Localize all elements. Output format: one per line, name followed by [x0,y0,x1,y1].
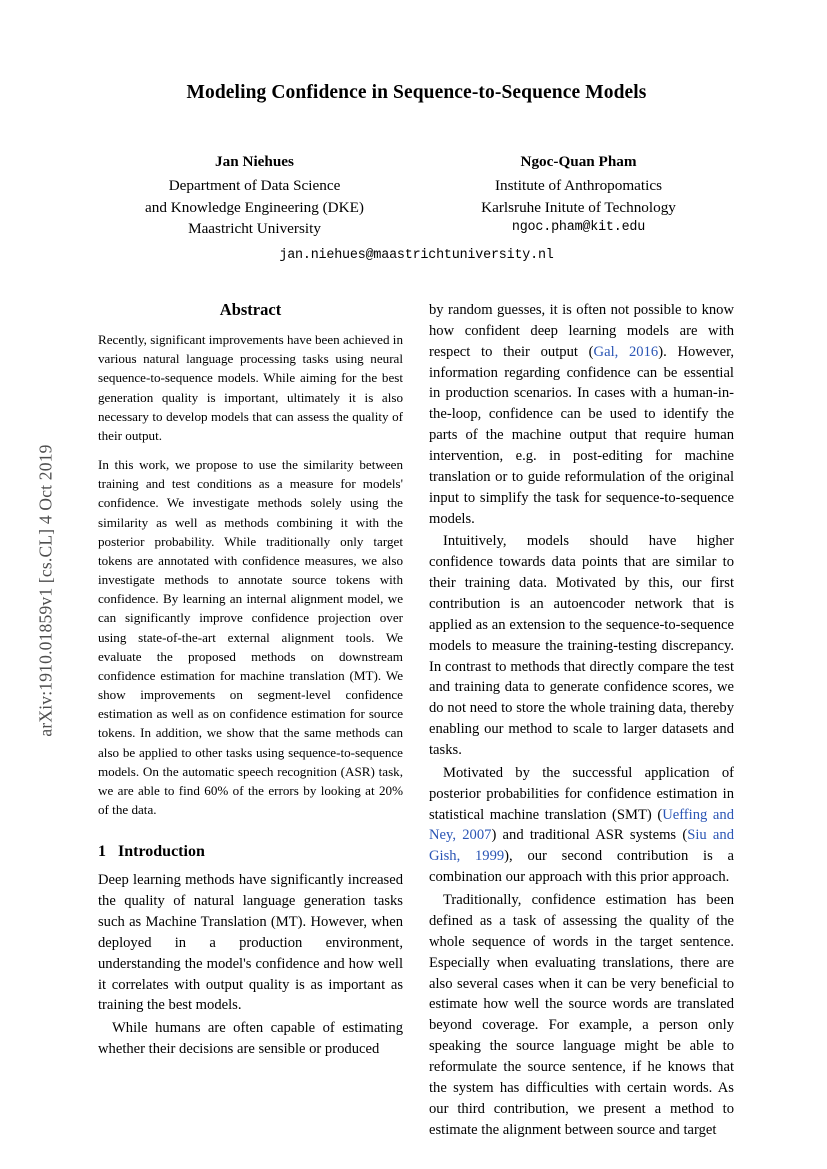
corresponding-email: jan.niehues@maastrichtuniversity.nl [279,247,554,263]
author-2-aff-line1: Institute of Anthropomatics [494,176,663,194]
page-title: Modeling Confidence in Sequence-to-Sequence Models [186,82,647,103]
section-heading-introduction [98,843,403,861]
text-run: ) and traditional ASR systems ( [491,827,688,844]
citation-link[interactable]: Gal, 2016 [593,343,659,360]
author-2-name: Ngoc-Quan Pham [520,153,637,171]
abstract-paragraph: Recently, significant improvements have been achieved in various natural language processing tasks using neural sequence-to-sequence models. While aiming for the best generation quality is important, ultimately it is also necessary to develop models that can assess the quality of their output. [98,332,403,443]
text-run: Intuitively, models should have higher confidence towards data points that are similar to their training data. Motivated by this, our first contribution is an autoencoder network that is applied as an extension to the sequence-to-sequence models to measure the training-testing discrepancy. In contrast to methods that directly compare the test and training data to generate confidence scores, we do not need to store the whole training data, thereby enabling our method to scale to larger datasets and tasks. [429,533,734,759]
citation-link[interactable]: Siu and Gish, 1999 [429,827,734,865]
author-1 [121,151,389,239]
abstract-paragraph: In this work, we propose to use the similarity between training and test conditions as a measure for models' confidence. We investigate methods solely using the similarity as well as methods combining it with the posterior probability. While traditionally only target tokens are annotated with confidence measures, we also investigate methods to annotate source tokens with confidence. By learning an internal alignment model, we can significantly improve confidence projection over using state-of-the-art external alignment tools. We evaluate the proposed methods on downstream confidence estimation for machine translation (MT). We show improvements on segment-level confidence estimation as well as on confidence estimation for source tokens. In addition, we show that the same methods can also be applied to other tasks using sequence-to-sequence models. On the automatic speech recognition (ASR) task, we are able to find 60% of the errors by looking at 20% of the data. [98,457,403,818]
body-paragraph [429,300,734,529]
author-2-aff-line2: Karlsruhe Initute of Technology [481,198,676,216]
author-1-name: Jan Niehues [215,153,294,171]
section-number: 1 [98,843,106,861]
author-1-aff-line1: Department of Data Science [168,176,341,194]
paper-header [98,80,735,263]
section-title: Introduction [118,843,205,861]
author-2-email: ngoc.pham@kit.edu [511,220,646,236]
author-2 [445,151,713,239]
body-paragraph [429,890,734,1140]
right-column [429,300,734,1142]
text-run: ). However, information regarding confidence can be essential in production scenarios. In cases with a human-in-the-loop, confidence can be used to identify the parts of the machine output that require human intervention, e.g. in post-editing for machine translation or to guide reformulation of the original input to simplify the task for sequence-to-sequence models. [429,343,735,527]
arxiv-stamp: arXiv:1910.01859v1 [cs.CL] 4 Oct 2019 [35,444,56,737]
text-run: Motivated by the successful application of posterior probabilities for confidence estimation in statistical machine translation (SMT) ( [429,764,734,823]
two-column-body [98,300,735,1142]
citation-link[interactable]: Ueffing and Ney, 2007 [429,806,734,844]
text-run: ), our second contribution is a combination our approach with this prior approach. [429,848,734,886]
intro-paragraph: While humans are often capable of estimating whether their decisions are sensible or produced [98,1020,403,1058]
body-paragraph [429,531,734,760]
text-run: Traditionally, confidence estimation has been defined as a task of assessing the quality of the whole sequence of words in the target sentence. Especially when evaluating translations, there are also several cases when it can be very beneficial to estimate how well the source words are translated beyond coverage. For example, a person only speaking the source language might be able to reformulate the source sentence, if he knows that the system has difficulties with certain words. As our third contribution, we present a method to estimate the alignment between source and target [429,892,734,1138]
left-column [98,300,403,1142]
author-1-aff-line3: Maastricht University [188,220,321,238]
abstract-heading: Abstract [219,300,282,319]
text-run: by random guesses, it is often not possible to know how confident deep learning models are with respect to their output ( [429,302,734,360]
author-1-aff-line2: and Knowledge Engineering (DKE) [145,198,364,216]
author-block [98,151,735,239]
body-paragraph [429,763,734,888]
intro-paragraph: Deep learning methods have significantly increased the quality of natural language generation tasks such as Machine Translation (MT). However, when deployed in a production environment, understanding the model's confidence and how well it correlates with output quality is as important as training the best models. [98,872,403,1014]
